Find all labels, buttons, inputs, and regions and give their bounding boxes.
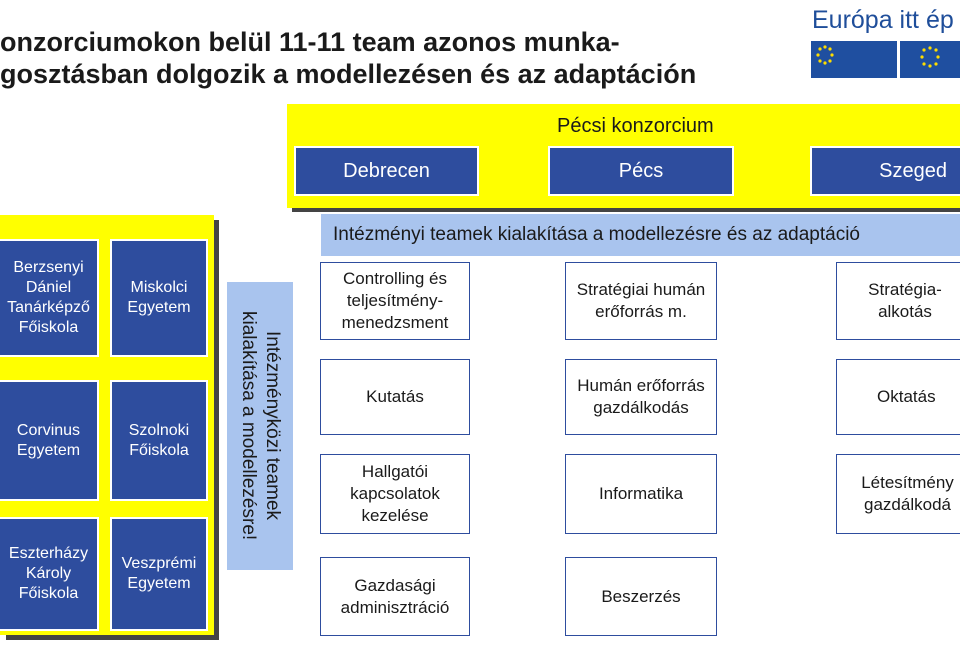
team-letesitmeny-label: Létesítmény gazdálkodá [861, 473, 954, 514]
eu-stars-icon-2 [900, 41, 960, 78]
institution-veszprem: Veszprémi Egyetem [110, 517, 208, 631]
city-pecs: Pécs [548, 146, 734, 196]
institution-eszterhazy: Eszterházy Károly Főiskola [0, 517, 99, 631]
slide-title [0, 26, 800, 90]
interinstitutional-teams-label [227, 282, 293, 570]
team-oktatas: Oktatás [836, 359, 960, 435]
team-kutatas: Kutatás [320, 359, 470, 435]
eu-flag-icon [811, 41, 897, 87]
team-letesitmeny [836, 454, 960, 534]
institution-szolnok: Szolnoki Főiskola [110, 380, 208, 501]
institution-berzsenyi: Berzsenyi Dániel Tanárképző Főiskola [0, 239, 99, 357]
flag-caption: EURÓPA TERV [837, 80, 887, 87]
eu-flag-icon-2 [900, 41, 960, 78]
team-hallgatoi: Hallgatói kapcsolatok kezelése [320, 454, 470, 534]
institutional-teams-header: Intézményi teamek kialakítása a modellezésre és az adaptáció [321, 214, 960, 256]
team-informatika: Informatika [565, 454, 717, 534]
title-line-1: onzorciumokon belül 11-11 team azonos munka- [0, 27, 620, 57]
interinstitutional-line-2: kialakítása a modellezésre! [238, 311, 259, 541]
institutions-panel [0, 215, 214, 635]
team-beszerzes: Beszerzés [565, 557, 717, 636]
institution-corvinus: Corvinus Egyetem [0, 380, 99, 501]
interinstitutional-line-1: Intézményközi teamek [262, 331, 283, 521]
team-strategiai-human: Stratégiai humán erőforrás m. [565, 262, 717, 340]
city-szeged: Szeged [810, 146, 960, 196]
city-debrecen: Debrecen [294, 146, 479, 196]
team-strategiaalkotas-label: Stratégia-alkotás [868, 280, 942, 321]
eu-stars-icon [811, 41, 897, 78]
title-line-2: gosztásban dolgozik a modellezésen és az adaptáción [0, 59, 697, 89]
pecs-consortium-panel [287, 104, 960, 208]
logo-text: Európa itt ép [812, 6, 954, 34]
institution-miskolc: Miskolci Egyetem [110, 239, 208, 357]
consortium-label: Pécsi konzorcium [557, 115, 714, 137]
team-controlling: Controlling és teljesítmény-menedzsment [320, 262, 470, 340]
team-strategiaalkotas [836, 262, 960, 340]
interinstitutional-text [236, 311, 284, 540]
team-human-eroforras: Humán erőforrás gazdálkodás [565, 359, 717, 435]
team-gazdasagi: Gazdasági adminisztráció [320, 557, 470, 636]
